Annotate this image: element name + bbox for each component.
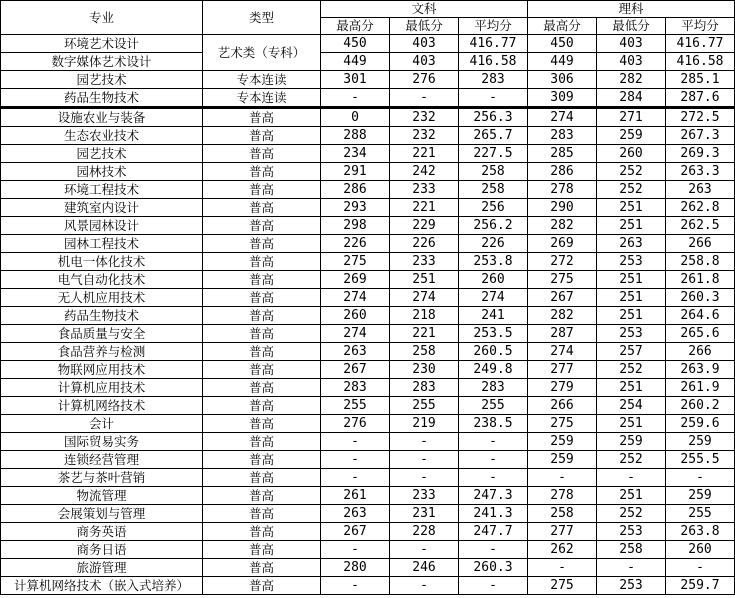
cell-score: 288 (321, 127, 390, 145)
cell-score: 283 (459, 379, 528, 397)
cell-score: 256 (459, 199, 528, 217)
cell-score: 293 (321, 199, 390, 217)
table-row (1, 523, 735, 541)
cell-major: 风景园林设计 (1, 217, 203, 235)
cell-major: 茶艺与茶叶营销 (1, 469, 203, 487)
cell-score: 228 (390, 523, 459, 541)
cell-score: 259 (528, 433, 597, 451)
cell-major: 药品生物技术 (1, 89, 203, 108)
cell-type: 普高 (203, 127, 321, 145)
cell-score: 260.5 (459, 343, 528, 361)
table-row (1, 127, 735, 145)
cell-score: 253.8 (459, 253, 528, 271)
cell-score: 267 (528, 289, 597, 307)
cell-score: 269.3 (666, 145, 735, 163)
cell-type: 普高 (203, 145, 321, 163)
cell-score: 238.5 (459, 415, 528, 433)
cell-type: 普高 (203, 307, 321, 325)
cell-score: 251 (597, 487, 666, 505)
cell-major: 计算机网络技术 (1, 397, 203, 415)
cell-score: - (390, 469, 459, 487)
table-row (1, 235, 735, 253)
cell-score: 254 (597, 397, 666, 415)
cell-score: - (459, 89, 528, 108)
cell-score: 233 (390, 253, 459, 271)
cell-type: 普高 (203, 271, 321, 289)
cell-score: - (390, 433, 459, 451)
cell-score: 255 (666, 505, 735, 523)
cell-score: 247.3 (459, 487, 528, 505)
cell-score: 275 (528, 415, 597, 433)
cell-score: 258 (459, 181, 528, 199)
cell-score: 266 (528, 397, 597, 415)
cell-score: 274 (528, 343, 597, 361)
header-wenke-avg: 平均分 (459, 18, 528, 35)
cell-major: 旅游管理 (1, 559, 203, 577)
cell-score: 253 (597, 325, 666, 343)
cell-score: 263 (597, 235, 666, 253)
cell-score: 218 (390, 307, 459, 325)
cell-score: - (321, 577, 390, 595)
cell-score: 267 (321, 361, 390, 379)
table-row (1, 469, 735, 487)
cell-score: 252 (597, 451, 666, 469)
cell-score: 226 (390, 235, 459, 253)
cell-score: 257 (597, 343, 666, 361)
cell-score: 279 (528, 379, 597, 397)
cell-score: 241.3 (459, 505, 528, 523)
cell-score: 233 (390, 487, 459, 505)
table-row (1, 53, 735, 71)
cell-score: 416.77 (666, 35, 735, 53)
table-row (1, 163, 735, 181)
cell-type: 专本连读 (203, 71, 321, 89)
cell-score: 403 (597, 35, 666, 53)
cell-score: 260.2 (666, 397, 735, 415)
cell-score: 416.58 (459, 53, 528, 71)
cell-score: - (321, 433, 390, 451)
cell-major: 园林技术 (1, 163, 203, 181)
cell-score: 255.5 (666, 451, 735, 469)
cell-score: 403 (390, 35, 459, 53)
cell-major: 物联网应用技术 (1, 361, 203, 379)
cell-score: 274 (390, 289, 459, 307)
cell-score: 258 (390, 343, 459, 361)
cell-score: 260 (321, 307, 390, 325)
cell-type: 普高 (203, 577, 321, 595)
cell-score: 251 (597, 271, 666, 289)
table-row (1, 145, 735, 163)
cell-score: 266 (666, 235, 735, 253)
cell-score: 227.5 (459, 145, 528, 163)
cell-score: 255 (321, 397, 390, 415)
table-row (1, 307, 735, 325)
cell-score: 252 (597, 505, 666, 523)
cell-score: - (459, 433, 528, 451)
cell-score: - (528, 559, 597, 577)
cell-score: - (666, 559, 735, 577)
table-row (1, 433, 735, 451)
cell-score: 260 (666, 541, 735, 559)
cell-type-art: 艺术类（专科） (203, 35, 321, 71)
cell-score: 253 (597, 253, 666, 271)
cell-score: 269 (528, 235, 597, 253)
cell-score: 309 (528, 89, 597, 108)
cell-score: 259 (528, 451, 597, 469)
cell-type: 普高 (203, 217, 321, 235)
cell-score: 263 (321, 343, 390, 361)
cell-score: 259.7 (666, 577, 735, 595)
cell-score: 290 (528, 199, 597, 217)
cell-score: 233 (390, 181, 459, 199)
cell-score: 221 (390, 145, 459, 163)
cell-score: 260.3 (459, 559, 528, 577)
table-row (1, 487, 735, 505)
cell-score: 251 (597, 379, 666, 397)
cell-score: 264.6 (666, 307, 735, 325)
cell-major: 设施农业与装备 (1, 108, 203, 127)
cell-score: 0 (321, 108, 390, 127)
cell-type: 普高 (203, 289, 321, 307)
cell-score: 260 (597, 145, 666, 163)
cell-score: 287.6 (666, 89, 735, 108)
cell-score: 258 (459, 163, 528, 181)
header-like: 理科 (528, 1, 735, 18)
cell-score: 277 (528, 361, 597, 379)
cell-major: 生态农业技术 (1, 127, 203, 145)
cell-type: 普高 (203, 523, 321, 541)
cell-score: 306 (528, 71, 597, 89)
table-row (1, 361, 735, 379)
cell-type: 普高 (203, 397, 321, 415)
cell-score: 251 (597, 289, 666, 307)
cell-score: 276 (321, 415, 390, 433)
cell-score: 247.7 (459, 523, 528, 541)
cell-major: 会计 (1, 415, 203, 433)
cell-score: 301 (321, 71, 390, 89)
cell-score: 246 (390, 559, 459, 577)
cell-major: 国际贸易实务 (1, 433, 203, 451)
cell-type: 普高 (203, 181, 321, 199)
header-like-min: 最低分 (597, 18, 666, 35)
cell-score: - (459, 451, 528, 469)
cell-major: 商务日语 (1, 541, 203, 559)
cell-major: 无人机应用技术 (1, 289, 203, 307)
cell-score: 256.3 (459, 108, 528, 127)
cell-score: - (390, 577, 459, 595)
cell-score: 258.8 (666, 253, 735, 271)
cell-score: 286 (321, 181, 390, 199)
cell-major: 连锁经营管理 (1, 451, 203, 469)
table-row (1, 271, 735, 289)
cell-major: 商务英语 (1, 523, 203, 541)
cell-score: 230 (390, 361, 459, 379)
cell-major: 环境工程技术 (1, 181, 203, 199)
cell-score: - (321, 469, 390, 487)
cell-score: 219 (390, 415, 459, 433)
cell-major: 数字媒体艺术设计 (1, 53, 203, 71)
table-row (1, 199, 735, 217)
cell-score: 277 (528, 523, 597, 541)
table-row (1, 379, 735, 397)
cell-score: 255 (390, 397, 459, 415)
cell-score: 226 (321, 235, 390, 253)
cell-score: 226 (459, 235, 528, 253)
cell-score: 263.8 (666, 523, 735, 541)
cell-type: 普高 (203, 433, 321, 451)
cell-score: 284 (597, 89, 666, 108)
cell-score: 266 (666, 343, 735, 361)
cell-major: 食品营养与检测 (1, 343, 203, 361)
cell-score: 274 (321, 325, 390, 343)
cell-score: 261.8 (666, 271, 735, 289)
cell-score: - (597, 469, 666, 487)
cell-type: 普高 (203, 163, 321, 181)
cell-score: 260.3 (666, 289, 735, 307)
cell-score: 262 (528, 541, 597, 559)
cell-score: 253 (597, 523, 666, 541)
cell-score: 259 (597, 433, 666, 451)
table-row (1, 505, 735, 523)
cell-score: 231 (390, 505, 459, 523)
table-row (1, 108, 735, 127)
header-like-avg: 平均分 (666, 18, 735, 35)
cell-score: 262.8 (666, 199, 735, 217)
cell-score: 449 (528, 53, 597, 71)
cell-score: 276 (390, 71, 459, 89)
cell-score: - (390, 89, 459, 108)
cell-score: 403 (597, 53, 666, 71)
cell-score: 262.5 (666, 217, 735, 235)
cell-type: 普高 (203, 505, 321, 523)
cell-score: 287 (528, 325, 597, 343)
cell-score: 283 (321, 379, 390, 397)
cell-score: 259.6 (666, 415, 735, 433)
table-row (1, 325, 735, 343)
cell-type: 普高 (203, 343, 321, 361)
cell-score: 253 (597, 577, 666, 595)
cell-type: 普高 (203, 487, 321, 505)
table-row (1, 577, 735, 595)
cell-score: 275 (321, 253, 390, 271)
cell-type: 普高 (203, 253, 321, 271)
cell-type: 普高 (203, 235, 321, 253)
cell-score: 251 (597, 217, 666, 235)
cell-score: 278 (528, 487, 597, 505)
cell-score: 449 (321, 53, 390, 71)
cell-score: 221 (390, 325, 459, 343)
cell-score: - (390, 541, 459, 559)
cell-score: - (459, 577, 528, 595)
header-wenke-max: 最高分 (321, 18, 390, 35)
cell-score: 263 (666, 181, 735, 199)
cell-score: 242 (390, 163, 459, 181)
cell-score: 267 (321, 523, 390, 541)
cell-score: 291 (321, 163, 390, 181)
cell-score: - (459, 541, 528, 559)
cell-score: 252 (597, 181, 666, 199)
table-row (1, 253, 735, 271)
table-row (1, 541, 735, 559)
cell-score: - (528, 469, 597, 487)
table-row (1, 397, 735, 415)
cell-score: 258 (528, 505, 597, 523)
cell-major: 园艺技术 (1, 71, 203, 89)
cell-type: 普高 (203, 325, 321, 343)
table-row (1, 415, 735, 433)
cell-major: 会展策划与管理 (1, 505, 203, 523)
cell-type: 普高 (203, 541, 321, 559)
cell-score: - (321, 541, 390, 559)
table-row (1, 559, 735, 577)
cell-score: 283 (459, 71, 528, 89)
cell-score: 261 (321, 487, 390, 505)
cell-score: 416.58 (666, 53, 735, 71)
cell-score: 274 (321, 289, 390, 307)
cell-major: 电气自动化技术 (1, 271, 203, 289)
table-row (1, 451, 735, 469)
cell-score: 280 (321, 559, 390, 577)
cell-score: 234 (321, 145, 390, 163)
cell-score: 272 (528, 253, 597, 271)
cell-score: - (459, 469, 528, 487)
cell-score: 229 (390, 217, 459, 235)
cell-score: 232 (390, 108, 459, 127)
cell-score: 285.1 (666, 71, 735, 89)
cell-type: 普高 (203, 199, 321, 217)
header-like-max: 最高分 (528, 18, 597, 35)
cell-score: 259 (666, 433, 735, 451)
cell-score: 255 (459, 397, 528, 415)
cell-score: 282 (597, 71, 666, 89)
table-row (1, 35, 735, 53)
cell-score: - (321, 89, 390, 108)
cell-score: 285 (528, 145, 597, 163)
cell-major: 环境艺术设计 (1, 35, 203, 53)
cell-major: 机电一体化技术 (1, 253, 203, 271)
cell-score: 278 (528, 181, 597, 199)
header-type: 类型 (203, 1, 321, 35)
cell-score: 267.3 (666, 127, 735, 145)
cell-type: 专本连读 (203, 89, 321, 108)
cell-score: 265.7 (459, 127, 528, 145)
cell-score: 298 (321, 217, 390, 235)
cell-score: 282 (528, 217, 597, 235)
cell-major: 物流管理 (1, 487, 203, 505)
cell-score: 251 (390, 271, 459, 289)
cell-score: 272.5 (666, 108, 735, 127)
cell-score: 269 (321, 271, 390, 289)
cell-type: 普高 (203, 108, 321, 127)
cell-major: 建筑室内设计 (1, 199, 203, 217)
table-row (1, 289, 735, 307)
cell-score: 249.8 (459, 361, 528, 379)
cell-score: 259 (597, 127, 666, 145)
cell-score: 263.9 (666, 361, 735, 379)
cell-score: 263 (321, 505, 390, 523)
table-row (1, 181, 735, 199)
cell-score: 450 (321, 35, 390, 53)
cell-score: 259 (666, 487, 735, 505)
header-wenke: 文科 (321, 1, 528, 18)
cell-score: 283 (390, 379, 459, 397)
cell-type: 普高 (203, 415, 321, 433)
cell-major: 园林工程技术 (1, 235, 203, 253)
cell-score: 261.9 (666, 379, 735, 397)
cell-score: - (666, 469, 735, 487)
cell-score: 450 (528, 35, 597, 53)
cell-type: 普高 (203, 451, 321, 469)
cell-score: 416.77 (459, 35, 528, 53)
cell-score: 274 (459, 289, 528, 307)
cell-score: - (321, 451, 390, 469)
cell-major: 药品生物技术 (1, 307, 203, 325)
cell-type: 普高 (203, 379, 321, 397)
cell-score: 252 (597, 163, 666, 181)
cell-score: 275 (528, 577, 597, 595)
cell-type: 普高 (203, 469, 321, 487)
cell-score: 221 (390, 199, 459, 217)
cell-score: 403 (390, 53, 459, 71)
cell-major: 计算机应用技术 (1, 379, 203, 397)
table-row (1, 217, 735, 235)
cell-score: 232 (390, 127, 459, 145)
cell-score: 260 (459, 271, 528, 289)
cell-score: 263.3 (666, 163, 735, 181)
cell-type: 普高 (203, 361, 321, 379)
cell-score: 252 (597, 361, 666, 379)
cell-type: 普高 (203, 559, 321, 577)
cell-score: 251 (597, 199, 666, 217)
cell-score: - (390, 451, 459, 469)
cell-score: 258 (597, 541, 666, 559)
cell-major: 食品质量与安全 (1, 325, 203, 343)
cell-score: 286 (528, 163, 597, 181)
cell-score: 253.5 (459, 325, 528, 343)
table-row (1, 71, 735, 89)
table-row (1, 89, 735, 108)
cell-score: 265.6 (666, 325, 735, 343)
cell-score: 241 (459, 307, 528, 325)
cell-major: 园艺技术 (1, 145, 203, 163)
cell-score: 256.2 (459, 217, 528, 235)
cell-score: - (597, 559, 666, 577)
cell-score: 275 (528, 271, 597, 289)
header-wenke-min: 最低分 (390, 18, 459, 35)
cell-score: 282 (528, 307, 597, 325)
table-row (1, 343, 735, 361)
cell-score: 274 (528, 108, 597, 127)
header-major: 专业 (1, 1, 203, 35)
cell-score: 271 (597, 108, 666, 127)
cell-score: 251 (597, 415, 666, 433)
cell-score: 283 (528, 127, 597, 145)
cell-score: 251 (597, 307, 666, 325)
cell-major: 计算机网络技术（嵌入式培养） (1, 577, 203, 595)
